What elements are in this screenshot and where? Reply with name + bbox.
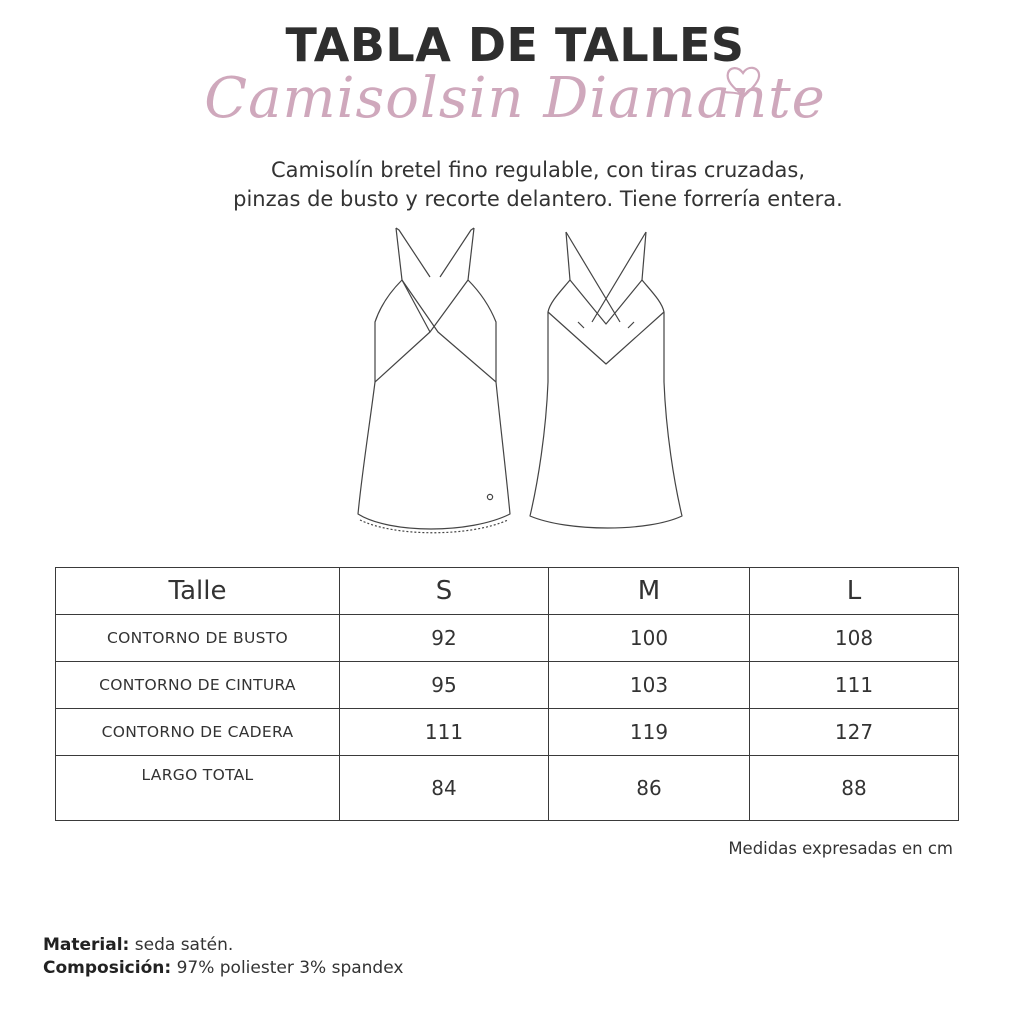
garment-illustrations xyxy=(350,222,690,542)
table-cell: 100 xyxy=(549,615,750,662)
table-cell: 103 xyxy=(549,662,750,709)
row-label: CONTORNO DE BUSTO xyxy=(56,615,340,662)
heart-outline-icon xyxy=(722,62,766,102)
table-row xyxy=(56,662,959,709)
composition-label: Composición: xyxy=(43,958,172,978)
table-cell: 127 xyxy=(750,709,959,756)
material-value: seda satén. xyxy=(134,935,234,955)
composition-value: 97% poliester 3% spandex xyxy=(176,958,404,978)
table-cell: 86 xyxy=(549,756,750,821)
table-row xyxy=(56,756,959,821)
description-line-2: pinzas de busto y recorte delantero. Tiene forrería entera. xyxy=(233,187,843,211)
product-script-title: Camisolsin Diamante xyxy=(204,66,826,131)
composition-line xyxy=(43,958,403,978)
table-row xyxy=(56,709,959,756)
row-label: LARGO TOTAL xyxy=(56,756,340,821)
garment-front-sketch-icon xyxy=(358,228,510,533)
table-header-size-l: L xyxy=(750,568,959,615)
size-chart-table xyxy=(55,567,959,821)
table-header-talle: Talle xyxy=(56,568,340,615)
material-label: Material: xyxy=(43,935,130,955)
table-cell: 92 xyxy=(340,615,549,662)
page-title: TABLA DE TALLES xyxy=(285,18,745,72)
row-label: CONTORNO DE CINTURA xyxy=(56,662,340,709)
product-description xyxy=(0,156,1024,214)
table-cell: 108 xyxy=(750,615,959,662)
garment-back-sketch-icon xyxy=(530,232,682,528)
table-header-size-s: S xyxy=(340,568,549,615)
row-label: CONTORNO DE CADERA xyxy=(56,709,340,756)
table-header-row xyxy=(56,568,959,615)
table-row xyxy=(56,615,959,662)
table-cell: 111 xyxy=(750,662,959,709)
table-header-size-m: M xyxy=(549,568,750,615)
material-line xyxy=(43,935,233,955)
table-cell: 95 xyxy=(340,662,549,709)
description-line-1: Camisolín bretel fino regulable, con tiras cruzadas, xyxy=(270,158,806,182)
table-cell: 119 xyxy=(549,709,750,756)
table-cell: 111 xyxy=(340,709,549,756)
table-cell: 88 xyxy=(750,756,959,821)
table-cell: 84 xyxy=(340,756,549,821)
measurement-units-note: Medidas expresadas en cm xyxy=(728,839,953,858)
